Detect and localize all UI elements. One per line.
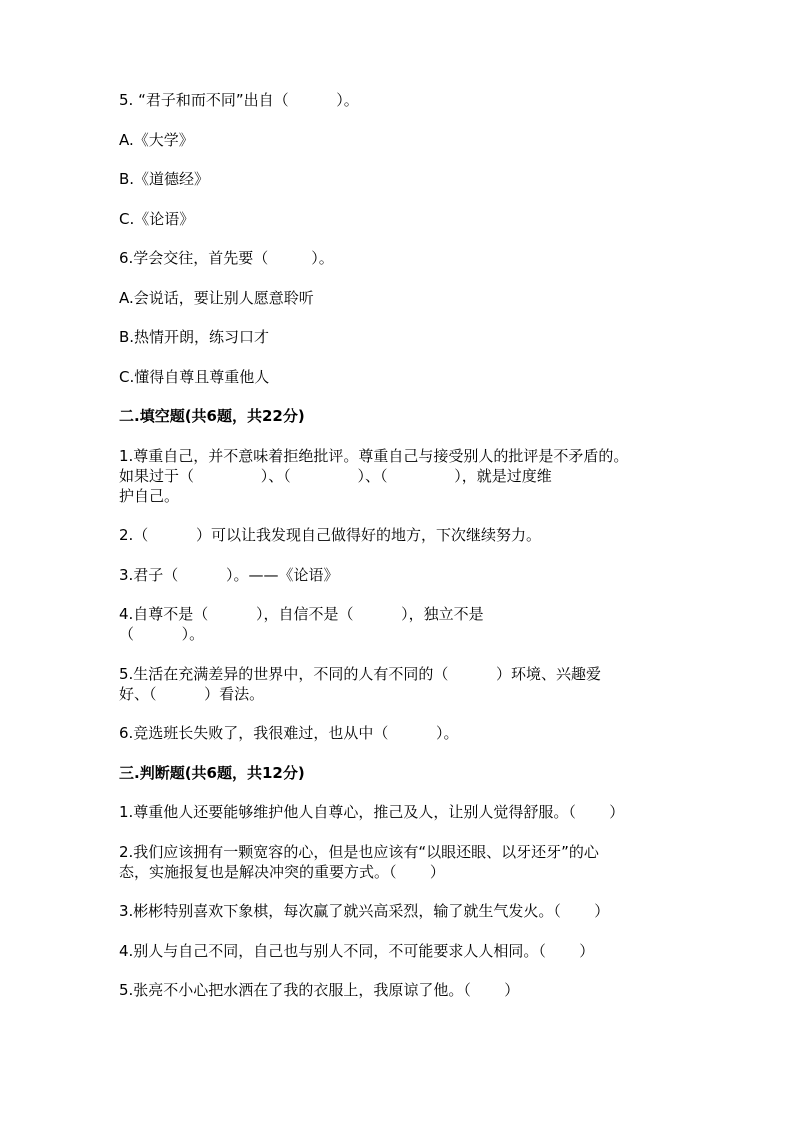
- fill-in-item-4-line-2: （ ）。: [119, 625, 205, 643]
- true-false-item-2-line-2: 态，实施报复也是解决冲突的重要方式。（ ）: [119, 862, 445, 881]
- fill-in-item-6: 6.竞选班长失败了，我很难过，也从中（ ）。: [119, 724, 459, 742]
- question-5-option-b: B.《道德经》: [119, 170, 210, 188]
- question-6-option-b: B.热情开朗，练习口才: [119, 328, 270, 346]
- fill-in-item-4: [119, 604, 689, 644]
- fill-in-item-1-line-2: 如果过于（ ）、（ ）、（ ），就是过度维: [119, 466, 552, 485]
- worksheet-page: [119, 90, 689, 1000]
- fill-in-item-2: 2.（ ）可以让我发现自己做得好的地方，下次继续努力。: [119, 526, 541, 544]
- question-6-option-a: A.会说话，要让别人愿意聆听: [119, 288, 314, 307]
- fill-in-item-1: [119, 446, 689, 506]
- true-false-item-4: 4.别人与自己不同，自己也与别人不同，不可能要求人人相同。（ ）: [119, 941, 595, 960]
- fill-in-item-5-line-1: 5.生活在充满差异的世界中，不同的人有不同的（ ）环境、兴趣爱: [119, 664, 601, 683]
- true-false-item-2-line-1: 2.我们应该拥有一颗宽容的心，但是也应该有“以眼还眼、以牙还牙”的心: [119, 842, 599, 861]
- question-6-option-c: C.懂得自尊且尊重他人: [119, 367, 270, 386]
- true-false-item-2: [119, 842, 689, 882]
- fill-in-section-title: 二.填空题(共6题，共22分): [119, 407, 305, 425]
- fill-in-item-5-line-2: 好、（ ）看法。: [119, 684, 265, 703]
- question-5-option-c: C.《论语》: [119, 209, 195, 228]
- true-false-item-1: 1.尊重他人还要能够维护他人自尊心，推己及人，让别人觉得舒服。（ ）: [119, 803, 625, 821]
- question-5-option-a: A.《大学》: [119, 130, 194, 149]
- fill-in-item-1-line-1: 1.尊重自己，并不意味着拒绝批评。尊重自己与接受别人的批评是不矛盾的。: [119, 446, 629, 465]
- question-5-stem: 5. “君子和而不同”出自（ ）。: [119, 91, 359, 109]
- fill-in-item-3: 3.君子（ ）。——《论语》: [119, 565, 339, 584]
- true-false-item-5: 5.张亮不小心把水洒在了我的衣服上，我原谅了他。（ ）: [119, 981, 520, 999]
- question-6-stem: 6.学会交往，首先要（ ）。: [119, 249, 334, 267]
- fill-in-item-1-line-3: 护自己。: [119, 486, 180, 505]
- true-false-section-title: 三.判断题(共6题，共12分): [119, 763, 305, 782]
- true-false-item-3: 3.彬彬特别喜欢下象棋，每次赢了就兴高采烈，输了就生气发火。（ ）: [119, 902, 610, 920]
- fill-in-item-5: [119, 664, 689, 704]
- fill-in-item-4-line-1: 4.自尊不是（ ），自信不是（ ），独立不是: [119, 605, 484, 623]
